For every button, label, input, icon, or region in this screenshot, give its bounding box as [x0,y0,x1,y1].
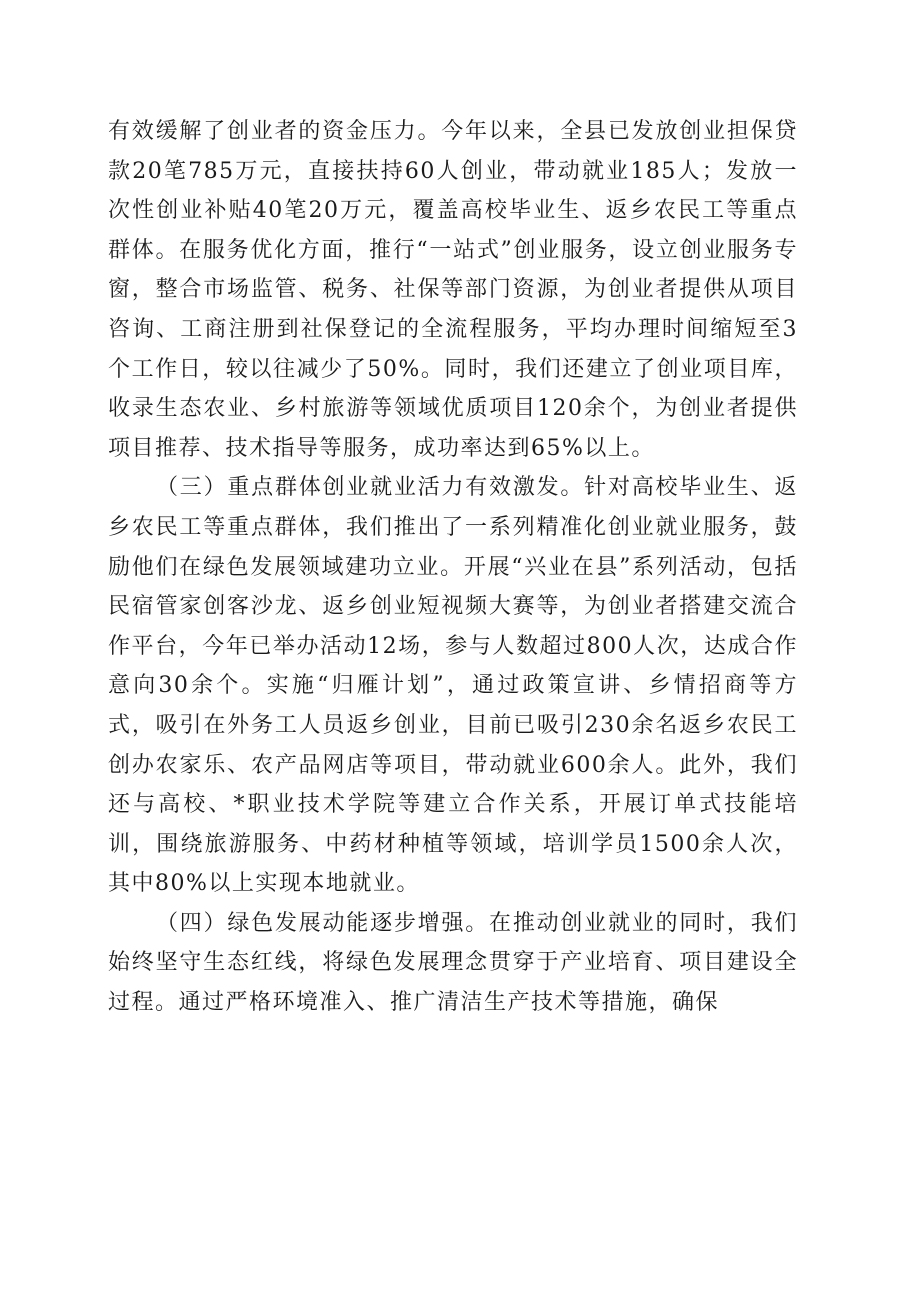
paragraph-section-three: （三）重点群体创业就业活力有效激发。针对高校毕业生、返乡农民工等重点群体，我们推出了一系列精准化创业就业服务，鼓励他们在绿色发展领域建功立业。开展“兴业在县”系列活动，包括民宿管家创客沙龙、返乡创业短视频大赛等，为创业者搭建交流合作平台，今年已举办活动12场，参与人数超过800人次，达成合作意向30余个。实施“归雁计划”，通过政策宣讲、乡情招商等方式，吸引在外务工人员返乡创业，目前已吸引230余名返乡农民工创办农家乐、农产品网店等项目，带动就业600余人。此外，我们还与高校、*职业技术学院等建立合作关系，开展订单式技能培训，围绕旅游服务、中药材种植等领域，培训学员1500余人次，其中80%以上实现本地就业。 [108,475,798,897]
paragraph-section-four: （四）绿色发展动能逐步增强。在推动创业就业的同时，我们始终坚守生态红线，将绿色发展理念贯穿于产业培育、项目建设全过程。通过严格环境准入、推广清洁生产技术等措施，确保 [108,910,798,1016]
paragraph-continuation: 有效缓解了创业者的资金压力。今年以来，全县已发放创业担保贷款20笔785万元，直接扶持60人创业，带动就业185人；发放一次性创业补贴40笔20万元，覆盖高校毕业生、返乡农民工等重点群体。在服务优化方面，推行“一站式”创业服务，设立创业服务专窗，整合市场监管、税务、社保等部门资源，为创业者提供从项目咨询、工商注册到社保登记的全流程服务，平均办理时间缩短至3个工作日，较以往减少了50%。同时，我们还建立了创业项目库，收录生态农业、乡村旅游等领域优质项目120余个，为创业者提供项目推荐、技术指导等服务，成功率达到65%以上。 [108,119,798,461]
document-body [108,112,798,1023]
